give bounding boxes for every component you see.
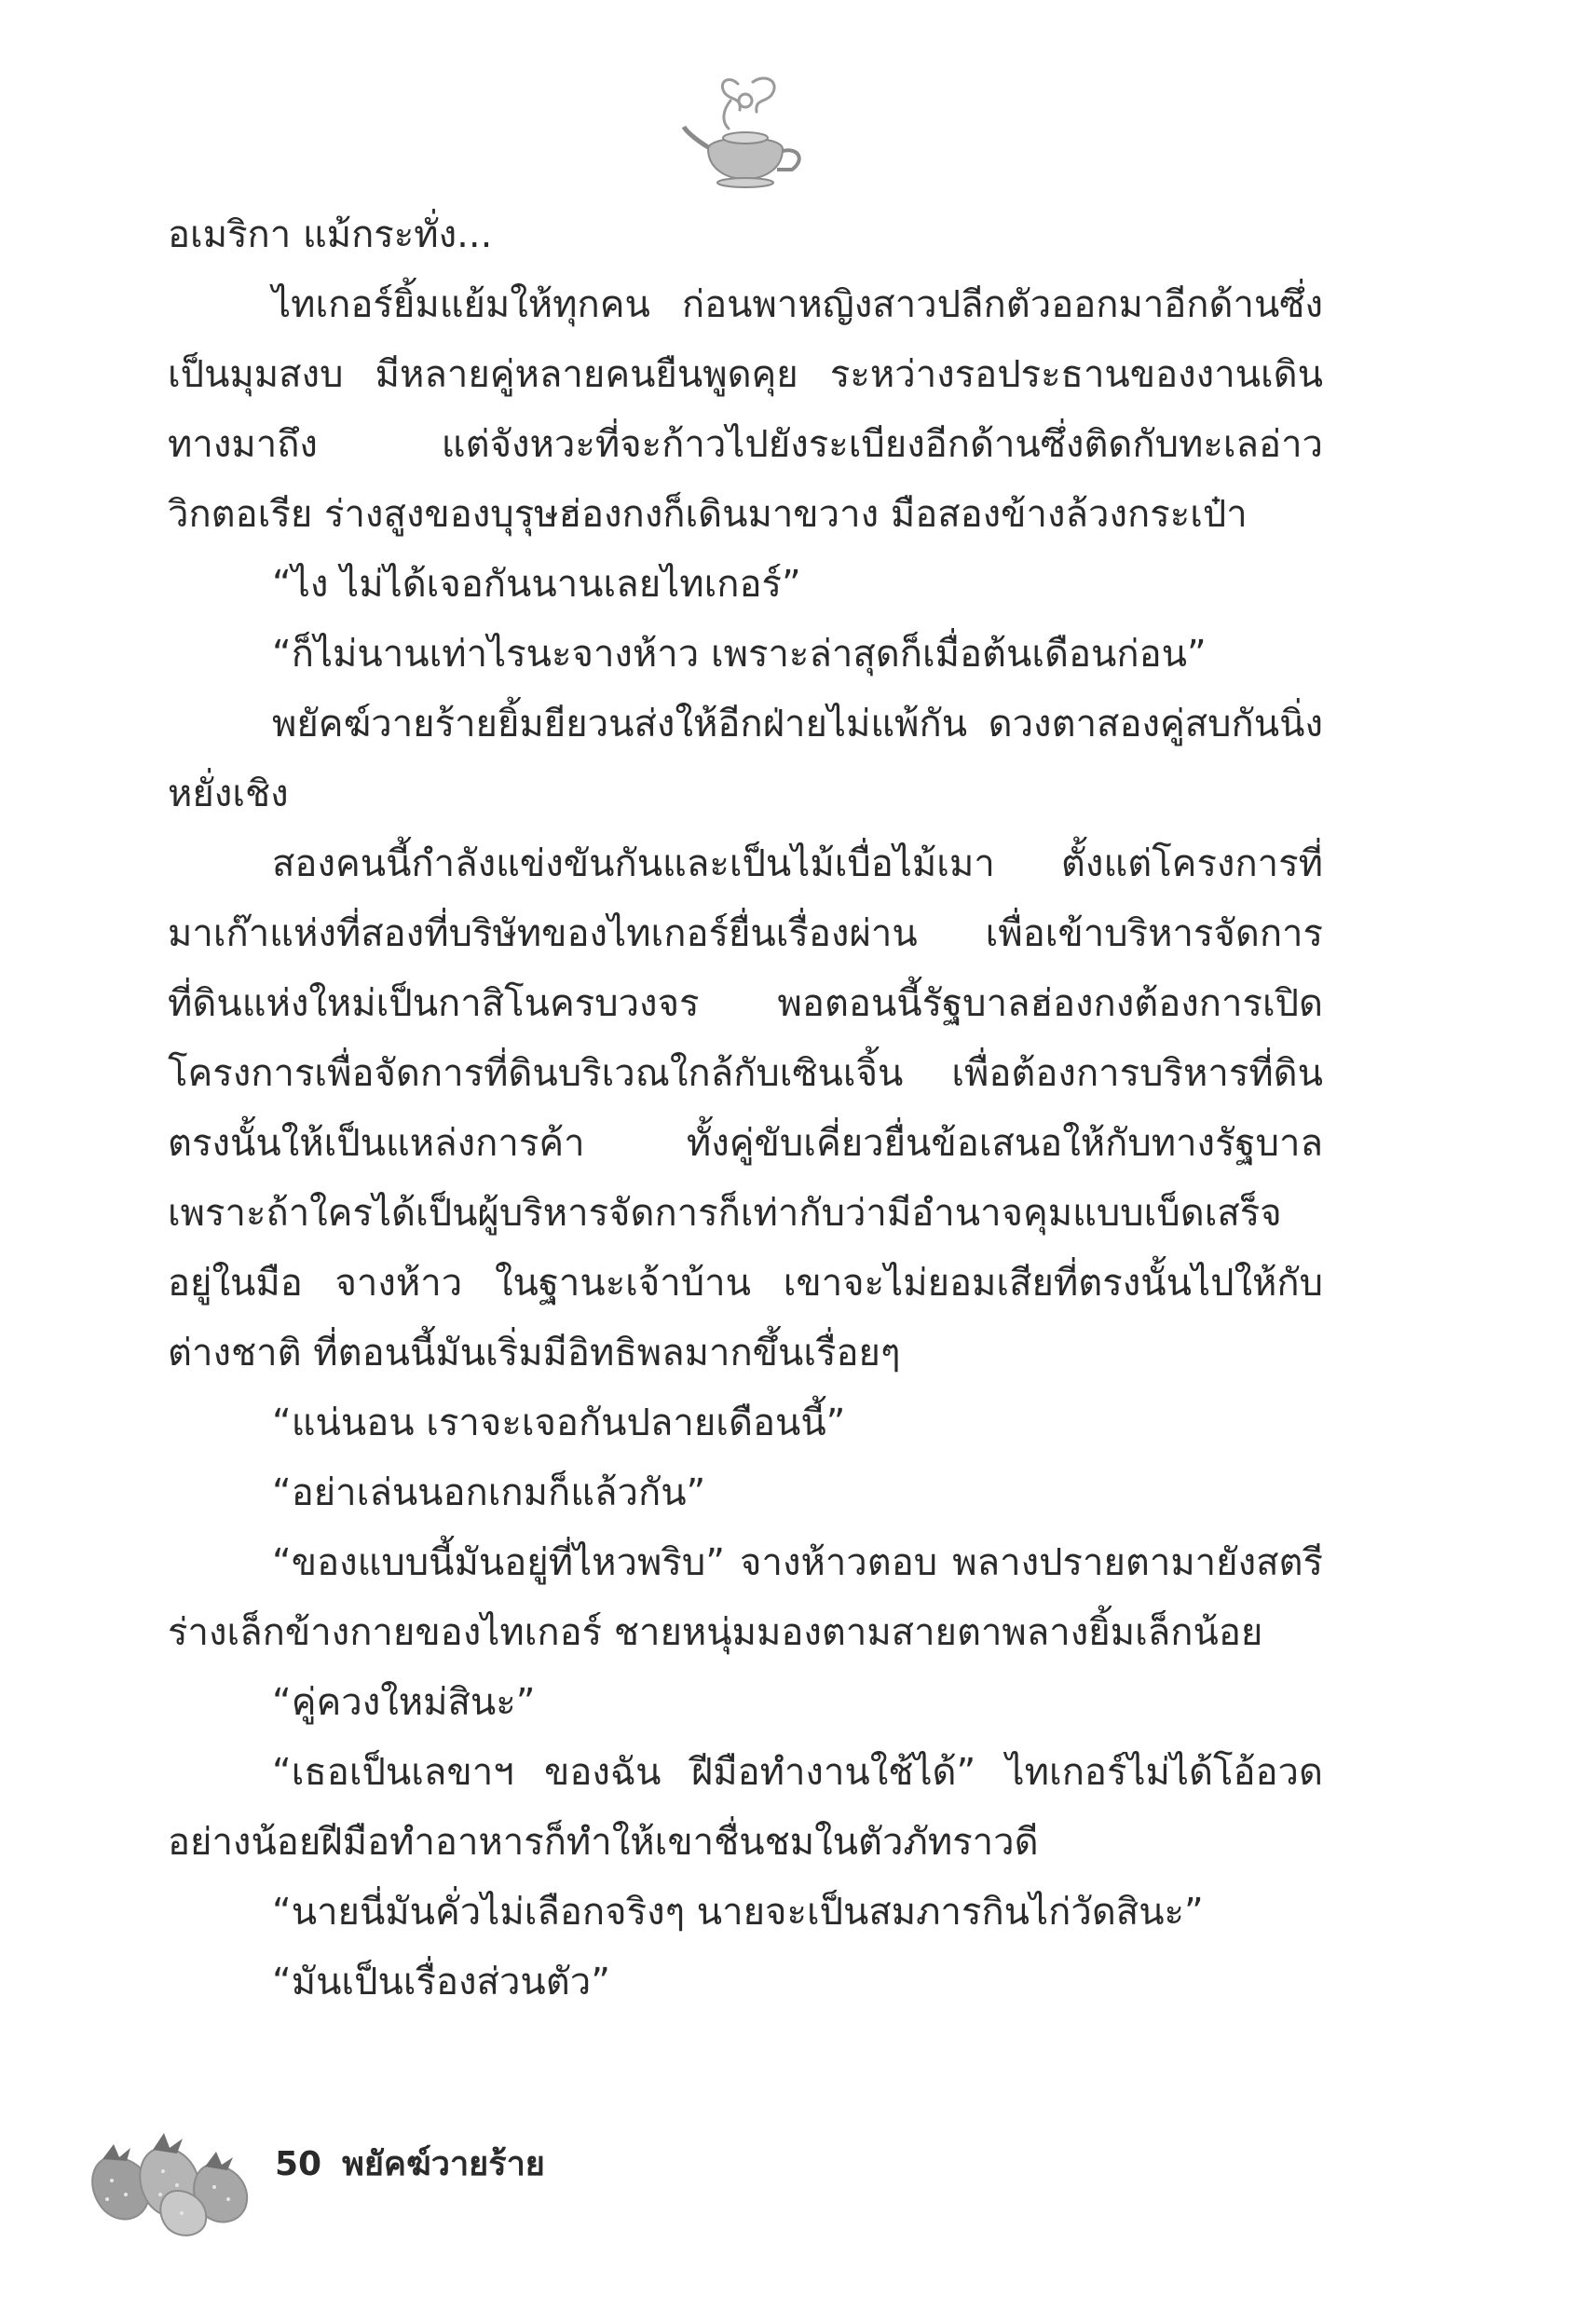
paragraph: “ของแบบนี้มันอยู่ที่ไหวพริบ” จางห้าวตอบ พลางปรายตามายังสตรีร่างเล็กข้างกายของไทเกอร์ ชายหนุ่มมองตามสายตาพลางยิ้มเล็กน้อย [168, 1541, 1323, 1654]
paragraph: “ไง ไม่ได้เจอกันนานเลยไทเกอร์” [272, 563, 801, 606]
paragraph: “คู่ควงใหม่สินะ” [272, 1681, 536, 1724]
paragraph: อเมริกา แม้กระทั่ง... [168, 213, 493, 256]
footer-line [275, 2137, 545, 2190]
paragraph: “เธอเป็นเลขาฯ ของฉัน ฝีมือทำงานใช้ได้” ไทเกอร์ไม่ได้โอ้อวดอย่างน้อยฝีมือทำอาหารก็ทำให้เขาชื่นชมในตัวภัทราวดี [168, 1751, 1323, 1864]
paragraph: “ก็ไม่นานเท่าไรนะจางห้าว เพราะล่าสุดก็เมื่อต้นเดือนก่อน” [272, 633, 1207, 676]
teapot-fairy-ornament-icon [680, 73, 811, 194]
paragraph: “แน่นอน เราจะเจอกันปลายเดือนนี้” [272, 1402, 846, 1444]
page-number: 50 [275, 2145, 322, 2183]
paragraph: “อย่าเล่นนอกเกมก็แล้วกัน” [272, 1471, 706, 1514]
page-footer [75, 2101, 913, 2241]
paragraph: สองคนนี้กำลังแข่งขันกันและเป็นไม้เบื่อไม้เมา ตั้งแต่โครงการที่มาเก๊าแห่งที่สองที่บริษัทของไทเกอร์ยื่นเรื่องผ่าน เพื่อเข้าบริหารจัดการที่ดินแห่งใหม่เป็นกาสิโนครบวงจร พอตอนนี้รัฐบาลฮ่องกงต้องการเปิดโครงการเพื่อจัดการที่ดินบริเวณใกล้กับเซินเจิ้น เพื่อต้องการบริหารที่ดินตรงนั้นให้เป็นแหล่งการค้า ทั้งคู่ขับเคี่ยวยื่นข้อเสนอให้กับทางรัฐบาลเพราะถ้าใครได้เป็นผู้บริหารจัดการก็เท่ากับว่ามีอำนาจคุมแบบเบ็ดเสร็จอยู่ในมือ จางห้าว ในฐานะเจ้าบ้าน เขาจะไม่ยอมเสียที่ตรงนั้นไปให้กับต่างชาติ ที่ตอนนี้มันเริ่มมีอิทธิพลมากขึ้นเรื่อยๆ [168, 842, 1323, 1374]
paragraph: พยัคฆ์วายร้ายยิ้มยียวนส่งให้อีกฝ่ายไม่แพ้กัน ดวงตาสองคู่สบกันนิ่งหยั่งเชิง [168, 703, 1323, 815]
book-title: พยัคฆ์วายร้าย [342, 2145, 545, 2183]
paragraph: ไทเกอร์ยิ้มแย้มให้ทุกคน ก่อนพาหญิงสาวปลีกตัวออกมาอีกด้านซึ่งเป็นมุมสงบ มีหลายคู่หลายคนยืนพูดคุย ระหว่างรอประธานของงานเดินทางมาถึง แต่จังหวะที่จะก้าวไปยังระเบียงอีกด้านซึ่งติดกับทะเลอ่าววิกตอเรีย ร่างสูงของบุรุษฮ่องกงก็เดินมาขวาง มือสองข้างล้วงกระเป๋า [168, 283, 1323, 536]
strawberries-icon [75, 2101, 261, 2241]
body-text [168, 200, 1323, 2017]
paragraph: “มันเป็นเรื่องส่วนตัว” [272, 1961, 610, 2003]
paragraph: “นายนี่มันคั่วไม่เลือกจริงๆ นายจะเป็นสมภารกินไก่วัดสินะ” [272, 1891, 1204, 1934]
